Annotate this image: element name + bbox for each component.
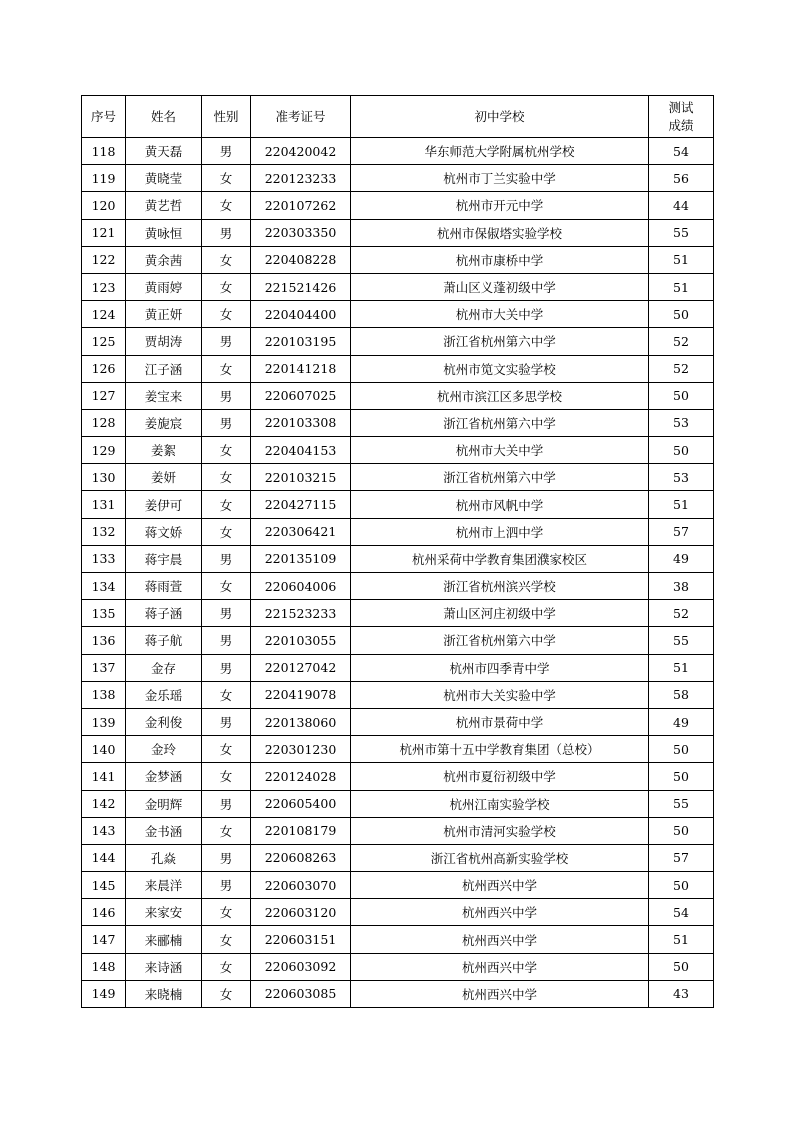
- cell-exam-no: 220408228: [251, 246, 351, 273]
- cell-exam-no: 220103215: [251, 464, 351, 491]
- cell-name: 金梦涵: [126, 763, 202, 790]
- cell-exam-no: 220427115: [251, 491, 351, 518]
- cell-seq: 131: [82, 491, 126, 518]
- cell-name: 金利俊: [126, 708, 202, 735]
- cell-school: 杭州市笕文实验学校: [351, 355, 649, 382]
- cell-score: 53: [649, 464, 714, 491]
- cell-gender: 女: [202, 355, 251, 382]
- cell-school: 杭州市丁兰实验中学: [351, 165, 649, 192]
- cell-gender: 男: [202, 844, 251, 871]
- cell-score: 58: [649, 681, 714, 708]
- cell-seq: 130: [82, 464, 126, 491]
- cell-gender: 女: [202, 165, 251, 192]
- cell-gender: 女: [202, 817, 251, 844]
- table-row: [82, 545, 714, 572]
- cell-score: 49: [649, 708, 714, 735]
- table-row: [82, 491, 714, 518]
- cell-name: 来家安: [126, 899, 202, 926]
- cell-exam-no: 220123233: [251, 165, 351, 192]
- cell-school: 杭州江南实验学校: [351, 790, 649, 817]
- table-row: [82, 273, 714, 300]
- table-row: [82, 600, 714, 627]
- table-row: [82, 165, 714, 192]
- cell-name: 金存: [126, 654, 202, 681]
- cell-school: 杭州市四季青中学: [351, 654, 649, 681]
- cell-seq: 144: [82, 844, 126, 871]
- cell-gender: 男: [202, 382, 251, 409]
- table-row: [82, 953, 714, 980]
- cell-school: 浙江省杭州高新实验学校: [351, 844, 649, 871]
- cell-name: 贾胡涛: [126, 328, 202, 355]
- cell-school: 杭州西兴中学: [351, 926, 649, 953]
- cell-score: 51: [649, 273, 714, 300]
- cell-school: 杭州西兴中学: [351, 980, 649, 1007]
- cell-score: 55: [649, 790, 714, 817]
- table-body: [82, 138, 714, 1008]
- cell-gender: 女: [202, 573, 251, 600]
- table-row: [82, 817, 714, 844]
- cell-exam-no: 220107262: [251, 192, 351, 219]
- cell-score: 50: [649, 872, 714, 899]
- cell-score: 53: [649, 409, 714, 436]
- table-row: [82, 246, 714, 273]
- cell-name: 金乐瑶: [126, 681, 202, 708]
- cell-school: 杭州市第十五中学教育集团（总校）: [351, 736, 649, 763]
- cell-score: 54: [649, 138, 714, 165]
- cell-school: 萧山区义蓬初级中学: [351, 273, 649, 300]
- cell-name: 蒋文娇: [126, 518, 202, 545]
- cell-exam-no: 220603085: [251, 980, 351, 1007]
- cell-name: 姜宝来: [126, 382, 202, 409]
- cell-name: 江子涵: [126, 355, 202, 382]
- cell-exam-no: 220141218: [251, 355, 351, 382]
- cell-exam-no: 220124028: [251, 763, 351, 790]
- table-row: [82, 736, 714, 763]
- cell-score: 38: [649, 573, 714, 600]
- cell-seq: 143: [82, 817, 126, 844]
- header-name: 姓名: [126, 96, 202, 138]
- cell-gender: 男: [202, 790, 251, 817]
- cell-gender: 女: [202, 899, 251, 926]
- cell-name: 姜旎宸: [126, 409, 202, 436]
- table-row: [82, 980, 714, 1007]
- cell-seq: 135: [82, 600, 126, 627]
- table-row: [82, 138, 714, 165]
- cell-name: 来晓楠: [126, 980, 202, 1007]
- cell-school: 杭州市大关中学: [351, 437, 649, 464]
- cell-seq: 119: [82, 165, 126, 192]
- cell-exam-no: 220135109: [251, 545, 351, 572]
- cell-gender: 男: [202, 409, 251, 436]
- cell-score: 52: [649, 355, 714, 382]
- cell-seq: 121: [82, 219, 126, 246]
- cell-school: 杭州市开元中学: [351, 192, 649, 219]
- cell-gender: 男: [202, 654, 251, 681]
- cell-school: 杭州市景荷中学: [351, 708, 649, 735]
- cell-seq: 147: [82, 926, 126, 953]
- cell-name: 蒋雨萱: [126, 573, 202, 600]
- cell-seq: 140: [82, 736, 126, 763]
- cell-exam-no: 220604006: [251, 573, 351, 600]
- table-row: [82, 763, 714, 790]
- cell-score: 44: [649, 192, 714, 219]
- cell-exam-no: 220605400: [251, 790, 351, 817]
- table-row: [82, 301, 714, 328]
- cell-school: 杭州市大关中学: [351, 301, 649, 328]
- cell-score: 51: [649, 246, 714, 273]
- table-row: [82, 437, 714, 464]
- cell-name: 金明辉: [126, 790, 202, 817]
- cell-exam-no: 220103195: [251, 328, 351, 355]
- cell-score: 52: [649, 600, 714, 627]
- cell-gender: 女: [202, 273, 251, 300]
- table-row: [82, 708, 714, 735]
- cell-seq: 141: [82, 763, 126, 790]
- cell-exam-no: 220603070: [251, 872, 351, 899]
- cell-gender: 男: [202, 627, 251, 654]
- cell-seq: 146: [82, 899, 126, 926]
- cell-exam-no: 220138060: [251, 708, 351, 735]
- cell-school: 华东师范大学附属杭州学校: [351, 138, 649, 165]
- cell-gender: 男: [202, 138, 251, 165]
- cell-exam-no: 220108179: [251, 817, 351, 844]
- header-score-line2: 成绩: [668, 117, 694, 133]
- cell-gender: 女: [202, 926, 251, 953]
- cell-gender: 女: [202, 980, 251, 1007]
- header-exam-no: 准考证号: [251, 96, 351, 138]
- cell-seq: 136: [82, 627, 126, 654]
- cell-exam-no: 220303350: [251, 219, 351, 246]
- cell-name: 黄晓莹: [126, 165, 202, 192]
- cell-seq: 139: [82, 708, 126, 735]
- table-header: [82, 96, 714, 138]
- header-row: [82, 96, 714, 138]
- cell-score: 43: [649, 980, 714, 1007]
- cell-seq: 128: [82, 409, 126, 436]
- cell-score: 51: [649, 654, 714, 681]
- cell-school: 杭州市大关实验中学: [351, 681, 649, 708]
- cell-score: 51: [649, 491, 714, 518]
- table-row: [82, 382, 714, 409]
- cell-school: 浙江省杭州第六中学: [351, 464, 649, 491]
- cell-exam-no: 220127042: [251, 654, 351, 681]
- cell-gender: 女: [202, 736, 251, 763]
- table-row: [82, 518, 714, 545]
- cell-name: 黄艺哲: [126, 192, 202, 219]
- cell-exam-no: 220420042: [251, 138, 351, 165]
- table-row: [82, 464, 714, 491]
- cell-score: 56: [649, 165, 714, 192]
- cell-gender: 男: [202, 545, 251, 572]
- cell-seq: 137: [82, 654, 126, 681]
- cell-seq: 122: [82, 246, 126, 273]
- cell-gender: 女: [202, 491, 251, 518]
- cell-name: 蒋宇晨: [126, 545, 202, 572]
- cell-exam-no: 220103308: [251, 409, 351, 436]
- cell-name: 金玲: [126, 736, 202, 763]
- cell-school: 浙江省杭州第六中学: [351, 328, 649, 355]
- cell-school: 杭州市保俶塔实验学校: [351, 219, 649, 246]
- cell-score: 54: [649, 899, 714, 926]
- table-row: [82, 790, 714, 817]
- cell-school: 浙江省杭州第六中学: [351, 627, 649, 654]
- cell-exam-no: 221521426: [251, 273, 351, 300]
- cell-seq: 129: [82, 437, 126, 464]
- cell-seq: 148: [82, 953, 126, 980]
- table-row: [82, 573, 714, 600]
- table-row: [82, 627, 714, 654]
- header-seq: 序号: [82, 96, 126, 138]
- table-row: [82, 872, 714, 899]
- cell-name: 姜伊可: [126, 491, 202, 518]
- cell-seq: 149: [82, 980, 126, 1007]
- cell-score: 50: [649, 301, 714, 328]
- cell-seq: 142: [82, 790, 126, 817]
- cell-gender: 女: [202, 192, 251, 219]
- cell-exam-no: 220603120: [251, 899, 351, 926]
- table-row: [82, 681, 714, 708]
- cell-name: 蒋子航: [126, 627, 202, 654]
- table-row: [82, 219, 714, 246]
- table-row: [82, 409, 714, 436]
- cell-score: 50: [649, 382, 714, 409]
- table-row: [82, 926, 714, 953]
- header-gender: 性别: [202, 96, 251, 138]
- cell-seq: 127: [82, 382, 126, 409]
- cell-exam-no: 220301230: [251, 736, 351, 763]
- cell-gender: 男: [202, 708, 251, 735]
- cell-score: 57: [649, 844, 714, 871]
- cell-exam-no: 220603092: [251, 953, 351, 980]
- cell-exam-no: 220306421: [251, 518, 351, 545]
- cell-exam-no: 220404400: [251, 301, 351, 328]
- cell-school: 杭州市风帆中学: [351, 491, 649, 518]
- header-score: [649, 96, 714, 138]
- cell-seq: 123: [82, 273, 126, 300]
- cell-gender: 女: [202, 681, 251, 708]
- cell-school: 杭州市上泗中学: [351, 518, 649, 545]
- cell-score: 57: [649, 518, 714, 545]
- cell-exam-no: 220419078: [251, 681, 351, 708]
- cell-gender: 女: [202, 464, 251, 491]
- table-row: [82, 328, 714, 355]
- cell-gender: 女: [202, 301, 251, 328]
- cell-gender: 女: [202, 518, 251, 545]
- cell-school: 杭州市康桥中学: [351, 246, 649, 273]
- table-row: [82, 654, 714, 681]
- cell-name: 来诗涵: [126, 953, 202, 980]
- cell-score: 50: [649, 437, 714, 464]
- cell-seq: 126: [82, 355, 126, 382]
- score-table: [81, 95, 714, 1008]
- cell-seq: 132: [82, 518, 126, 545]
- cell-score: 55: [649, 219, 714, 246]
- cell-gender: 男: [202, 872, 251, 899]
- header-school: 初中学校: [351, 96, 649, 138]
- cell-school: 杭州西兴中学: [351, 872, 649, 899]
- table-row: [82, 844, 714, 871]
- cell-score: 55: [649, 627, 714, 654]
- cell-gender: 女: [202, 246, 251, 273]
- cell-school: 杭州市清河实验学校: [351, 817, 649, 844]
- header-score-line1: 测试: [668, 99, 694, 115]
- cell-seq: 138: [82, 681, 126, 708]
- cell-school: 浙江省杭州第六中学: [351, 409, 649, 436]
- cell-name: 来郦楠: [126, 926, 202, 953]
- table-row: [82, 899, 714, 926]
- cell-score: 50: [649, 953, 714, 980]
- cell-name: 黄正妍: [126, 301, 202, 328]
- cell-seq: 125: [82, 328, 126, 355]
- cell-name: 姜絮: [126, 437, 202, 464]
- cell-name: 黄雨婷: [126, 273, 202, 300]
- cell-exam-no: 220404153: [251, 437, 351, 464]
- cell-name: 蒋子涵: [126, 600, 202, 627]
- cell-exam-no: 220607025: [251, 382, 351, 409]
- cell-gender: 男: [202, 328, 251, 355]
- cell-score: 51: [649, 926, 714, 953]
- cell-gender: 女: [202, 437, 251, 464]
- cell-seq: 124: [82, 301, 126, 328]
- cell-name: 黄天磊: [126, 138, 202, 165]
- cell-name: 黄余茜: [126, 246, 202, 273]
- cell-school: 杭州西兴中学: [351, 953, 649, 980]
- cell-gender: 女: [202, 763, 251, 790]
- cell-gender: 女: [202, 953, 251, 980]
- cell-exam-no: 220608263: [251, 844, 351, 871]
- cell-school: 杭州市夏衍初级中学: [351, 763, 649, 790]
- cell-score: 50: [649, 817, 714, 844]
- cell-score: 50: [649, 736, 714, 763]
- cell-school: 杭州采荷中学教育集团濮家校区: [351, 545, 649, 572]
- cell-score: 49: [649, 545, 714, 572]
- cell-seq: 118: [82, 138, 126, 165]
- cell-name: 来晨洋: [126, 872, 202, 899]
- cell-exam-no: 220603151: [251, 926, 351, 953]
- cell-school: 萧山区河庄初级中学: [351, 600, 649, 627]
- cell-gender: 男: [202, 600, 251, 627]
- cell-gender: 男: [202, 219, 251, 246]
- table-row: [82, 355, 714, 382]
- cell-score: 50: [649, 763, 714, 790]
- table-row: [82, 192, 714, 219]
- cell-school: 杭州西兴中学: [351, 899, 649, 926]
- cell-score: 52: [649, 328, 714, 355]
- cell-exam-no: 220103055: [251, 627, 351, 654]
- cell-exam-no: 221523233: [251, 600, 351, 627]
- cell-name: 金书涵: [126, 817, 202, 844]
- cell-seq: 120: [82, 192, 126, 219]
- cell-seq: 145: [82, 872, 126, 899]
- cell-seq: 133: [82, 545, 126, 572]
- cell-name: 姜妍: [126, 464, 202, 491]
- cell-name: 黄咏恒: [126, 219, 202, 246]
- cell-school: 杭州市滨江区多思学校: [351, 382, 649, 409]
- cell-seq: 134: [82, 573, 126, 600]
- cell-school: 浙江省杭州滨兴学校: [351, 573, 649, 600]
- cell-name: 孔焱: [126, 844, 202, 871]
